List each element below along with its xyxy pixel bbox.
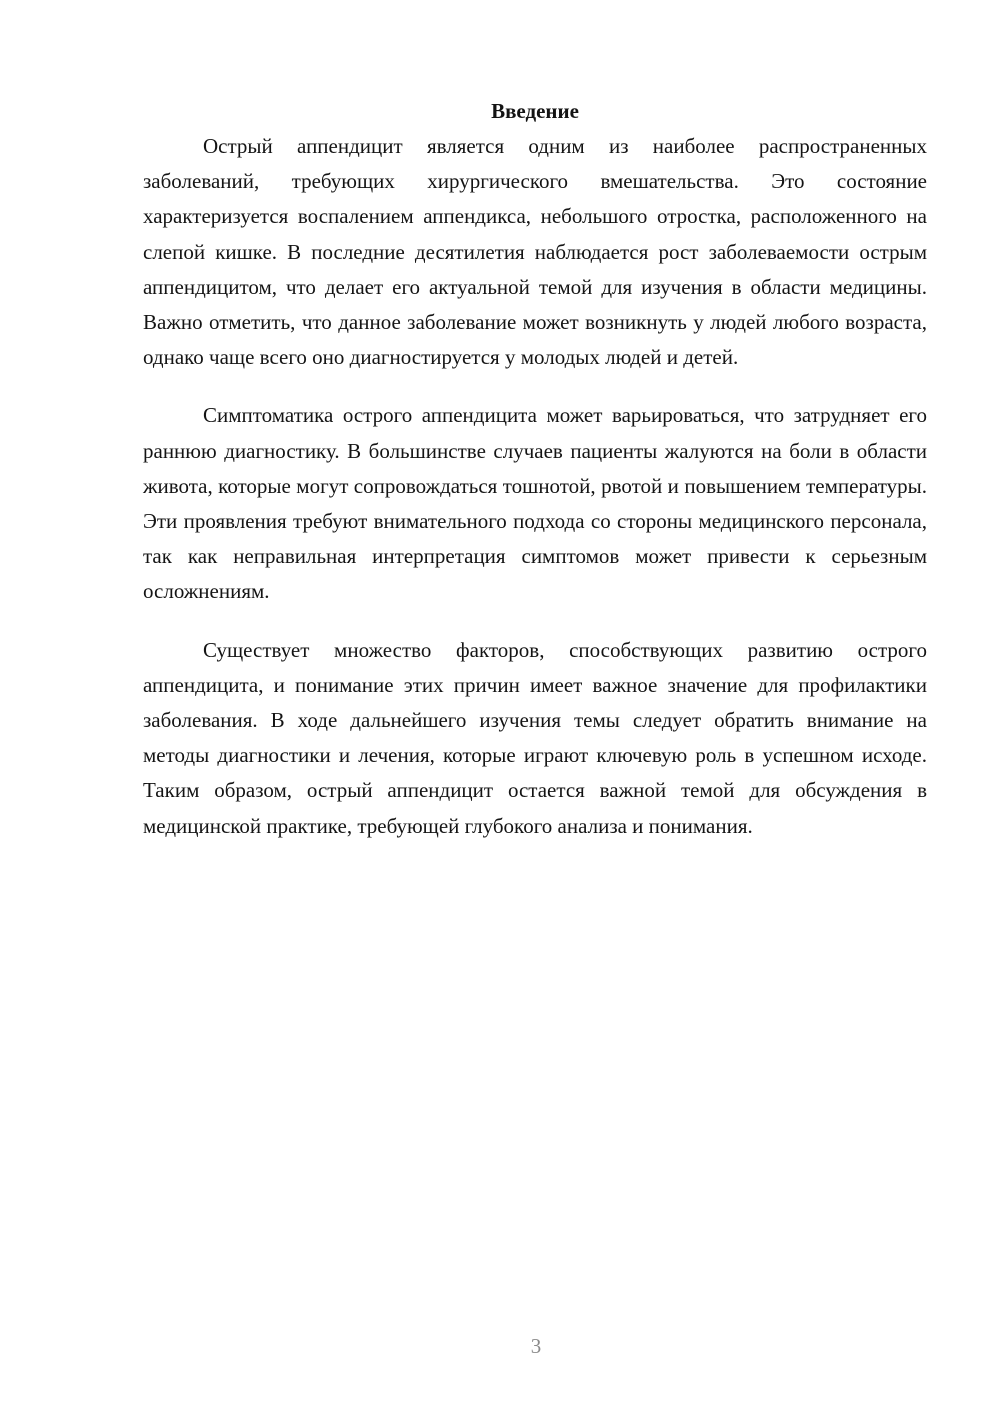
- section-heading: Введение: [491, 99, 579, 123]
- page-content: [143, 94, 927, 844]
- paragraph-1: Острый аппендицит является одним из наиболее распространенных заболеваний, требующих хирургического вмешательства. Это состояние характеризуется воспалением аппендикса, небольшого отростка, расположенного на слепой кишке. В последние десятилетия наблюдается рост заболеваемости острым аппендицитом, что делает его актуальной темой для изучения в области медицины. Важно отметить, что данное заболевание может возникнуть у людей любого возраста, однако чаще всего оно диагностируется у молодых людей и детей.: [143, 134, 927, 370]
- paragraph-2: Симптоматика острого аппендицита может варьироваться, что затрудняет его раннюю диагностику. В большинстве случаев пациенты жалуются на боли в области живота, которые могут сопровождаться тошнотой, рвотой и повышением температуры. Эти проявления требуют внимательного подхода со стороны медицинского персонала, так как неправильная интерпретация симптомов может привести к серьезным осложнениям.: [143, 403, 927, 604]
- page-number: 3: [530, 1334, 542, 1358]
- paragraph-3: Существует множество факторов, способствующих развитию острого аппендицита, и понимание этих причин имеет важное значение для профилактики заболевания. В ходе дальнейшего изучения темы следует обратить внимание на методы диагностики и лечения, которые играют ключевую роль в успешном исходе. Таким образом, острый аппендицит остается важной темой для обсуждения в медицинской практике, требующей глубокого анализа и понимания.: [143, 637, 927, 838]
